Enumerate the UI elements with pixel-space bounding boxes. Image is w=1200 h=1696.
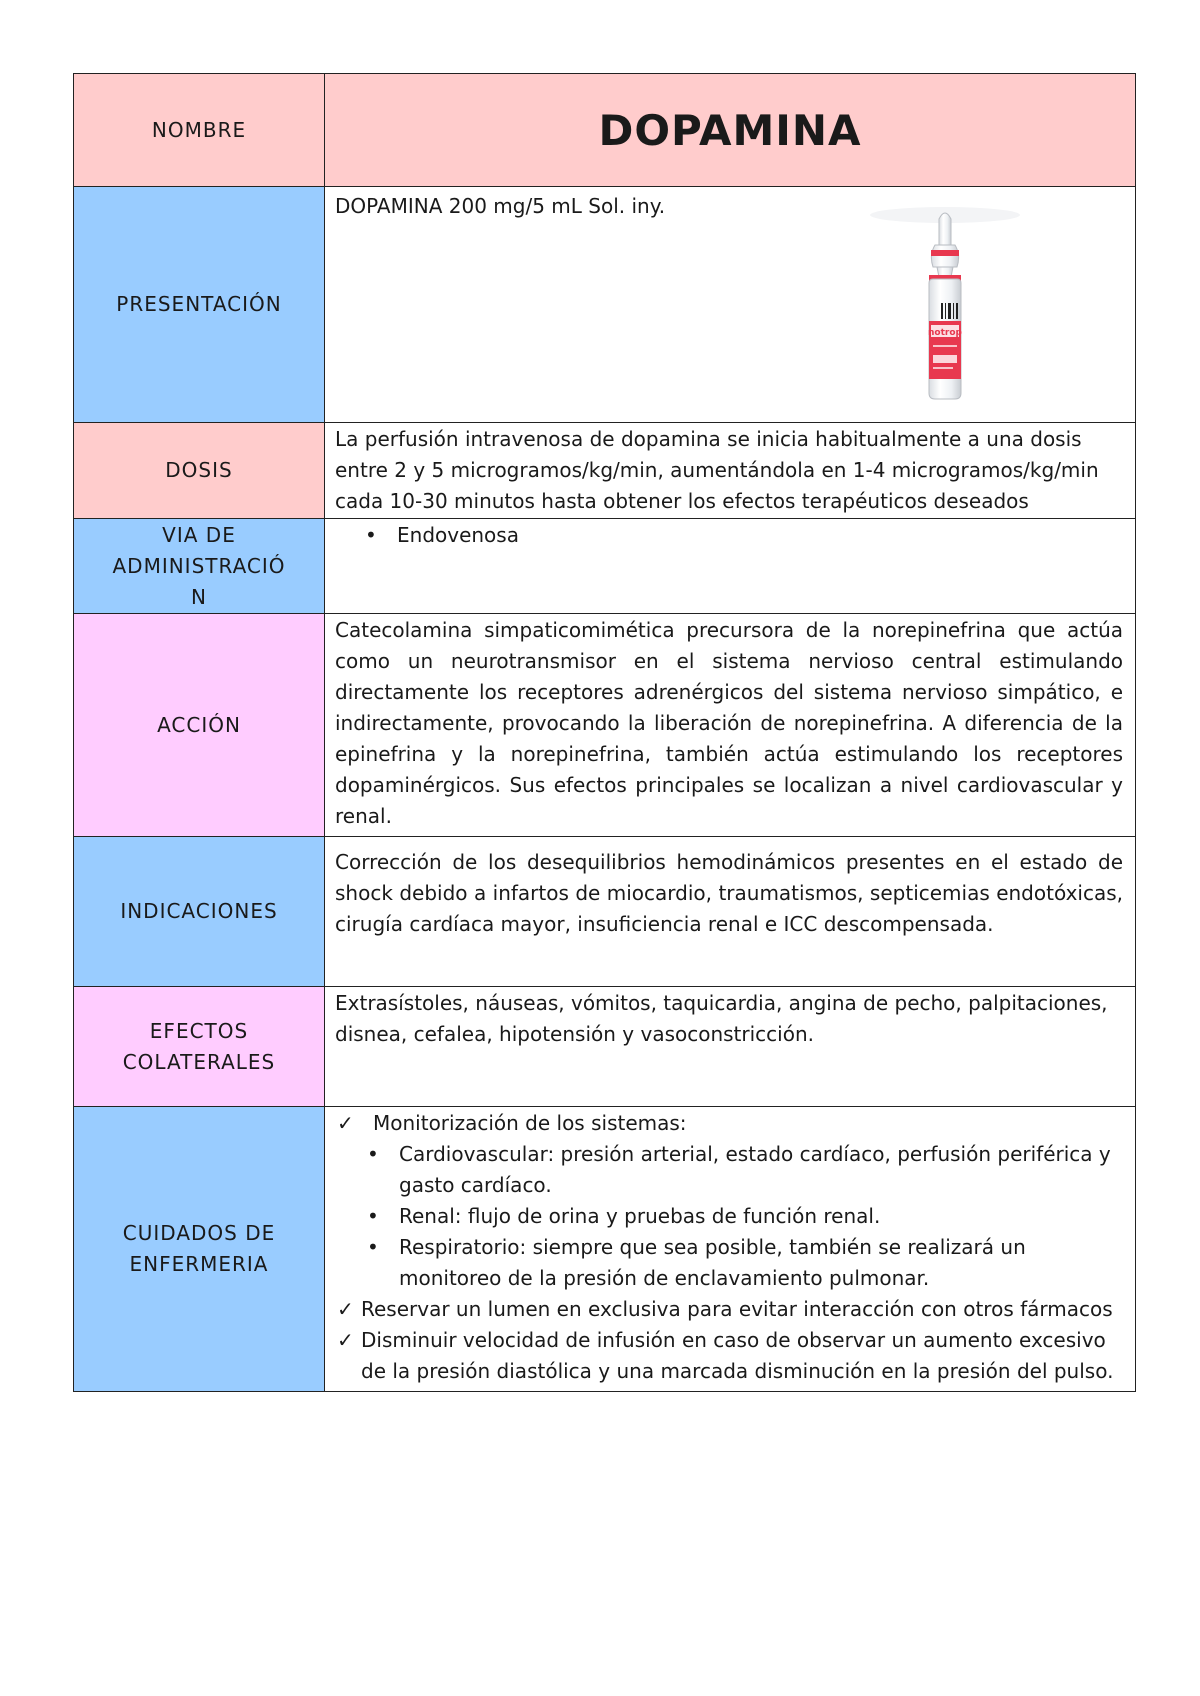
via-list	[335, 520, 1123, 551]
check-item-monitorizacion	[337, 1108, 1123, 1139]
label-via-line-3: N	[191, 584, 207, 609]
cuidados-cell	[325, 1107, 1136, 1392]
sub-item-cardiovascular: • Cardiovascular: presión arterial, estado cardíaco, perfusión periférica y gasto cardíaco.	[367, 1139, 1123, 1201]
drug-title: DOPAMINA	[325, 74, 1136, 187]
row-accion	[74, 614, 1136, 837]
ampoule-image	[845, 205, 1045, 405]
efectos-text: Extrasístoles, náuseas, vómitos, taquicardia, angina de pecho, palpitaciones, disnea, cefalea, hipotensión y vasoconstricción.	[325, 987, 1136, 1107]
drug-table	[73, 73, 1136, 1392]
drug-card	[73, 73, 1136, 1392]
sub-item-renal: • Renal: flujo de orina y pruebas de función renal.	[367, 1201, 1123, 1232]
check-item-lumen	[337, 1294, 1123, 1325]
monitor-sublist	[337, 1139, 1123, 1294]
via-cell	[325, 519, 1136, 614]
check-item-velocidad	[337, 1325, 1123, 1387]
presentacion-cell	[325, 187, 1136, 423]
label-cuidados-line-1: CUIDADOS DE	[122, 1221, 276, 1245]
accion-text: Catecolamina simpaticomimética precursora de la norepinefrina que actúa como un neurotransmisor en el sistema nervioso central estimulando directamente los receptores adrenérgicos del sistema nervioso simpático, e indirectamente, provocando la liberación de norepinefrina. A diferencia de la epinefrina y la norepinefrina, también actúa estimulando los receptores dopaminérgicos. Sus efectos principales se localizan a nivel cardiovascular y renal.	[325, 614, 1136, 837]
label-via-line-2: ADMINISTRACIÓ	[112, 553, 286, 578]
row-dosis	[74, 423, 1136, 519]
label-efectos-line-2: COLATERALES	[122, 1049, 276, 1074]
label-efectos-line-1: EFECTOS	[149, 1018, 249, 1043]
label-efectos	[74, 987, 325, 1107]
label-presentacion: PRESENTACIÓN	[74, 187, 325, 423]
indicaciones-text: Corrección de los desequilibrios hemodinámicos presentes en el estado de shock debido a infartos de miocardio, traumatismos, septicemias endotóxicas, cirugía cardíaca mayor, insuficiencia renal e ICC descompensada.	[325, 837, 1136, 987]
via-item: • Endovenosa	[365, 520, 1123, 551]
label-dosis: DOSIS	[74, 423, 325, 519]
label-cuidados	[74, 1107, 325, 1392]
row-efectos	[74, 987, 1136, 1107]
svg-text:notrop: notrop	[928, 328, 962, 338]
check-item-text: Reservar un lumen en exclusiva para evitar interacción con otros fármacos	[361, 1297, 1113, 1321]
row-cuidados	[74, 1107, 1136, 1392]
row-nombre	[74, 74, 1136, 187]
label-accion: ACCIÓN	[74, 614, 325, 837]
label-nombre: NOMBRE	[74, 74, 325, 187]
sub-item-respiratorio: • Respiratorio: siempre que sea posible, también se realizará un monitoreo de la presión de enclavamiento pulmonar.	[367, 1232, 1123, 1294]
row-presentacion	[74, 187, 1136, 423]
row-indicaciones	[74, 837, 1136, 987]
label-via	[74, 519, 325, 614]
label-via-line-1: VIA DE	[162, 522, 236, 547]
label-cuidados-line-2: ENFERMERIA	[129, 1252, 269, 1276]
row-via	[74, 519, 1136, 614]
check-item-text: Disminuir velocidad de infusión en caso de observar un aumento excesivo de la presión diastólica y una marcada disminución en la presión del pulso.	[361, 1328, 1114, 1383]
presentacion-text: DOPAMINA 200 mg/5 mL Sol. iny.	[335, 194, 666, 218]
label-indicaciones: INDICACIONES	[74, 837, 325, 987]
dosis-text: La perfusión intravenosa de dopamina se inicia habitualmente a una dosis entre 2 y 5 microgramos/kg/min, aumentándola en 1-4 microgramos/kg/min cada 10-30 minutos hasta obtener los efectos terapéuticos deseados	[325, 423, 1136, 519]
check-item-text: Monitorización de los sistemas:	[373, 1111, 687, 1135]
